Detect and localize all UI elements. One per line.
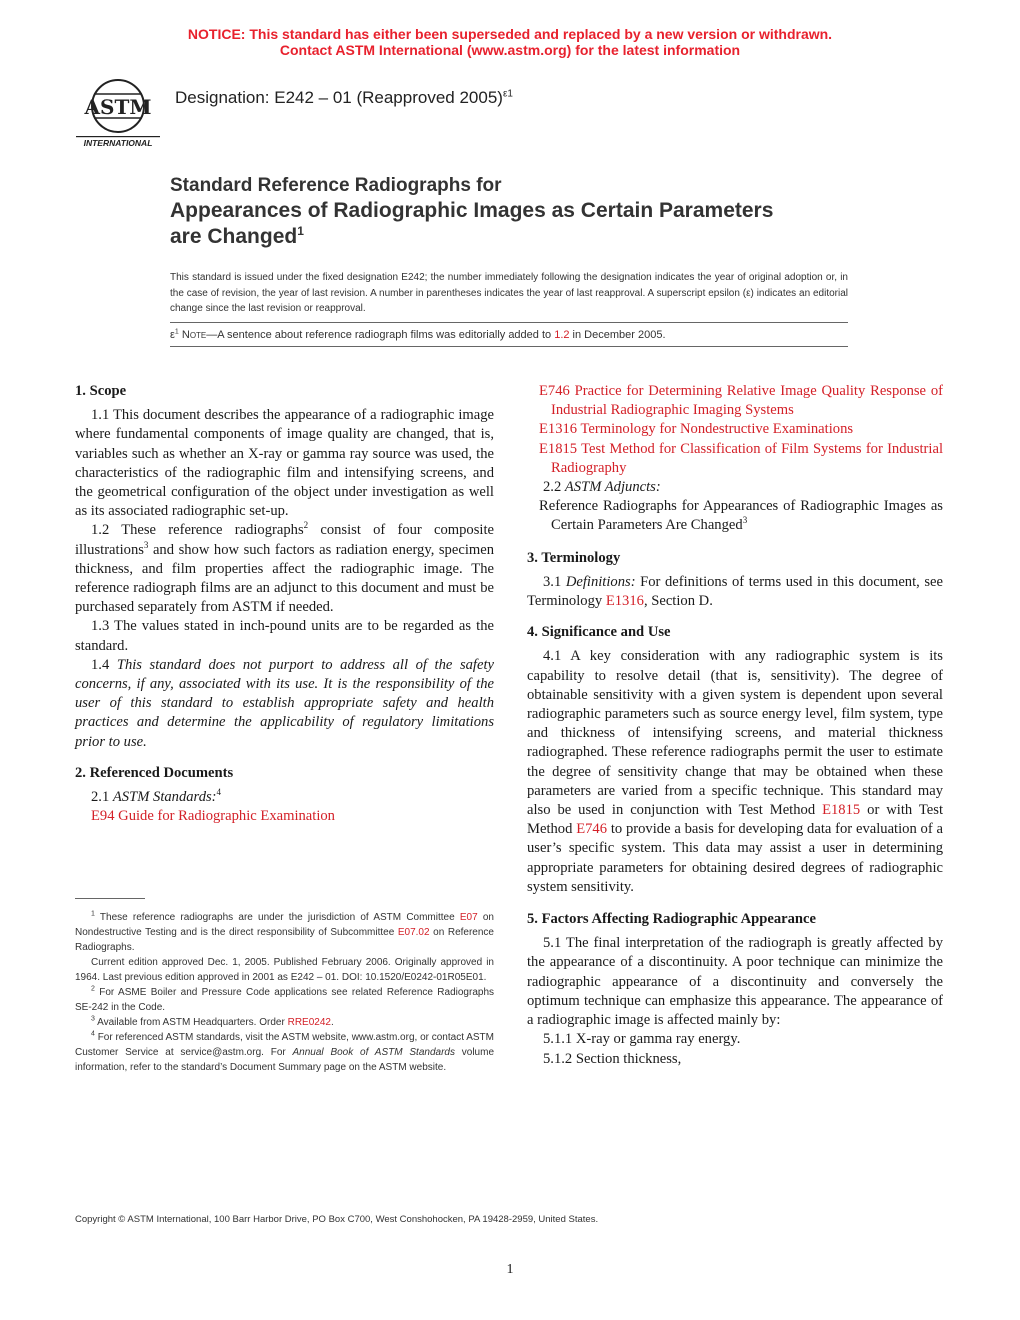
issuance-note: This standard is issued under the fixed designation E242; the number immediately following the designation indicates the year of original adoption or, in the case of revision, the year of last revision. A number in parentheses indicates the year of last reapproval. A superscript epsilon (ε) indicates an editorial change since the last revision or reapproval. <box>170 272 848 314</box>
paragraph-5-1-2: 5.1.2 Section thickness, <box>543 1050 682 1067</box>
title-line-1: Standard Reference Radiographs for <box>170 175 502 196</box>
adjunct-item: Reference Radiographs for Appearances of Radiographic Images as Certain Parameters Are Changed$^3$ <box>539 498 943 534</box>
designation: Designation: E242 – 01 (Reapproved 2005)$^{\varepsilon 1}$ <box>175 88 513 107</box>
section-heading-referenced-documents: 2. Referenced Documents <box>75 764 234 781</box>
section-heading-significance: 4. Significance and Use <box>527 624 671 641</box>
link-rre0242[interactable]: RRE0242 <box>287 1017 331 1028</box>
left-column <box>75 382 494 826</box>
notice-line-1: NOTICE: This standard has either been superseded and replaced by a new version or withdrawn. <box>187 26 833 42</box>
paragraph-5-1-1: 5.1.1 X-ray or gamma ray energy. <box>543 1031 741 1048</box>
section-heading-terminology: 3. Terminology <box>527 549 621 566</box>
section-heading-scope: 1. Scope <box>75 383 127 399</box>
paragraph-1-2: 1.2 These reference radiographs$^2$ consist of four composite illustrations$^3$ and show how such factors as radiation energy, specimen thickness, and film properties affect the radiographic image. The reference radiograph films are an adjunct to this document and must be purchased separately from ASTM if needed. <box>75 520 494 616</box>
logo-mark: ASTM <box>84 95 152 119</box>
footnote-4: $^4$ For referenced ASTM standards, visit the ASTM website, www.astm.org, or contact ASTM Customer Service at service@astm.org. For Annual Book of ASTM Standards volume information, refer to the standard’s Document Summary page on the ASTM website. <box>75 1030 494 1073</box>
link-1-2[interactable]: 1.2 <box>554 329 570 341</box>
divider-top <box>170 322 848 323</box>
paragraph-1-4: 1.4 This standard does not purport to address all of the safety concerns, if any, associated with its use. It is the responsibility of the user of this standard to establish appropriate safety and health practices and determine the applicability of regulatory limitations prior to use. <box>75 656 494 750</box>
epsilon-note: $\varepsilon^1$ Note—A sentence about reference radiograph films was editorially added to 1.2 in December 2005. <box>170 328 666 341</box>
footnote-3: $^3$ Available from ASTM Headquarters. Order RRE0242. <box>91 1015 334 1028</box>
paragraph-2-2: 2.2 ASTM Adjuncts: <box>543 479 661 496</box>
paragraph-3-1: 3.1 Definitions: For definitions of terms used in this document, see Terminology E1316, Section D. <box>527 573 944 610</box>
footnote-1-edition: Current edition approved Dec. 1, 2005. Published February 2006. Originally approved in 1964. Last previous edition approved in 2001 as E242 – 01. DOI: 10.1520/E0242-01R05E01. <box>75 957 494 983</box>
reference-e746[interactable]: E746 Practice for Determining Relative Image Quality Response of Industrial Radiographic Imaging Systems <box>539 383 943 419</box>
link-e07[interactable]: E07 <box>459 912 478 923</box>
paragraph-5-1: 5.1 The final interpretation of the radiograph is greatly affected by the appearance of a discontinuity. A poor technique can minimize the radiographic appearance of a discontinuity and conversely the optimum technique can emphasize this appearance. The appearance of a radiographic image is affected mainly by: <box>527 935 943 1029</box>
copyright: Copyright © ASTM International, 100 Barr Harbor Drive, PO Box C700, West Conshohocken, PA 19428-2959, United States. <box>75 1214 599 1225</box>
reference-e94[interactable]: E94 Guide for Radiographic Examination <box>91 808 335 825</box>
paragraph-1-3: 1.3 The values stated in inch-pound units are to be regarded as the standard. <box>75 618 494 654</box>
divider-bottom <box>170 346 848 347</box>
section-heading-factors: 5. Factors Affecting Radiographic Appearance <box>527 911 817 928</box>
reference-e1815[interactable]: E1815 Test Method for Classification of Film Systems for Industrial Radiography <box>539 440 943 476</box>
footnote-2: $^2$ For ASME Boiler and Pressure Code applications see related Reference Radiographs SE-242 in the Code. <box>75 985 494 1013</box>
page-number: 1 <box>506 1262 514 1277</box>
title-line-2: Appearances of Radiographic Images as Certain Parameters <box>170 199 774 222</box>
astm-logo <box>74 76 162 148</box>
paragraph-1-1: 1.1 This document describes the appearance of a radiographic image where fundamental components of image quality are changed, that is, variables such as whether an X-ray or gamma ray source was used, the characteristics of the radiographic film and intensifying screens, and the geometrical configuration of the object under investigation as well as its associated radiographic set-up. <box>75 407 494 520</box>
link-e1316[interactable]: E1316 <box>605 593 644 610</box>
document-title <box>170 174 870 250</box>
paragraph-2-1: 2.1 ASTM Standards:$^4$ <box>91 787 222 806</box>
footnote-1: $^1$ These reference radiographs are under the jurisdiction of ASTM Committee E07 on Nondestructive Testing and is the direct responsibility of Subcommittee E07.02 on Reference Radiographs. <box>75 910 494 953</box>
link-e1815[interactable]: E1815 <box>822 802 861 819</box>
link-e07-02[interactable]: E07.02 <box>397 927 430 938</box>
paragraph-4-1: 4.1 A key consideration with any radiographic system is its capability to resolve detail (that is, sensitivity). The degree of obtainable sensitivity with a given system is dependent upon several radiographic parameters such as source energy level, film system, type and thickness of intensifying screens, and material thickness radiographed. These reference radiographs permit the user to estimate the degree of sensitivity change that may be obtained when these parameters are varied from a specific technique. This standard may also be used in conjunction with Test Method E1815 or with Test Method E746 to provide a basis for developing data for evaluation of a user’s specific system. This data may assist a user in determining appropriate parameters for obtaining desired degrees of radiographic system sensitivity. <box>527 648 944 895</box>
reference-e1316[interactable]: E1316 Terminology for Nondestructive Examinations <box>539 421 854 438</box>
notice-line-2: Contact ASTM International (www.astm.org) for the latest information <box>279 42 741 58</box>
footnote-rule <box>75 898 145 899</box>
title-line-3: are Changed$^1$ <box>170 224 304 248</box>
right-column <box>527 382 943 1069</box>
link-e746[interactable]: E746 <box>576 821 608 838</box>
logo-subtitle: INTERNATIONAL <box>83 138 153 148</box>
footnotes <box>75 910 494 1075</box>
